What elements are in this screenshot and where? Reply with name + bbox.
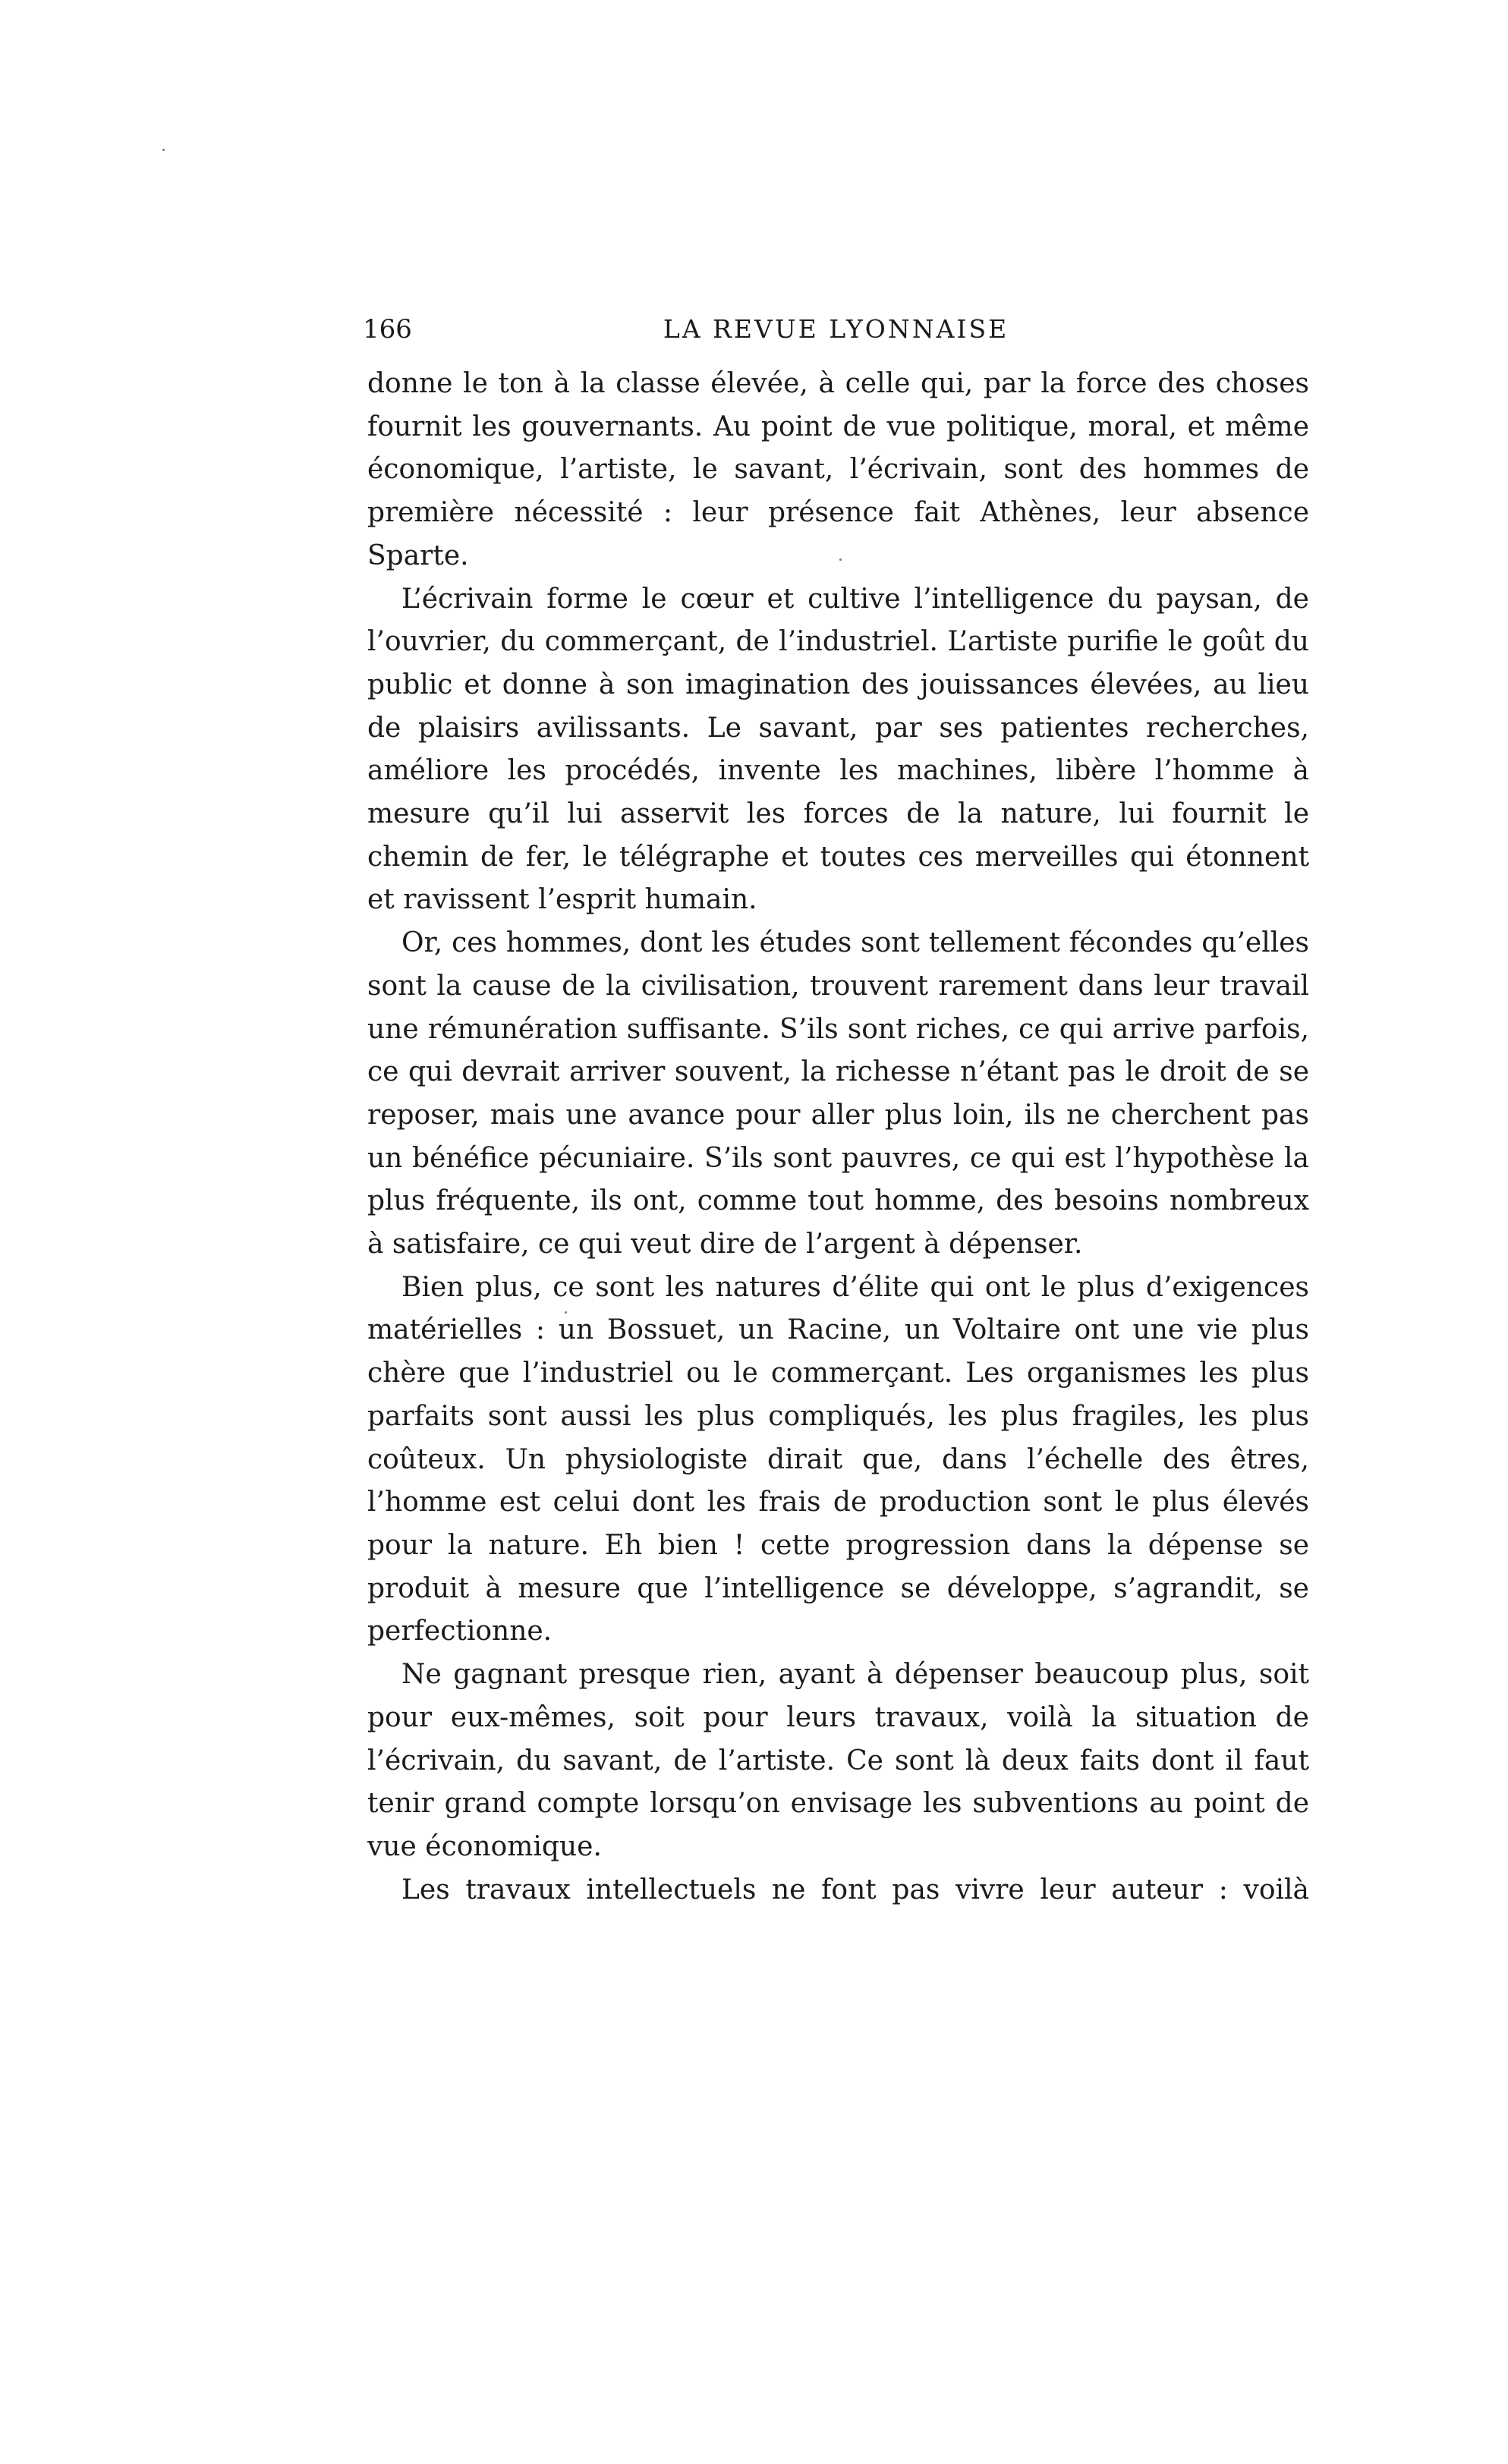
running-title: LA REVUE LYONNAISE [663,314,1009,344]
page-header [363,314,1309,352]
body-text [367,363,1309,1912]
paragraph: Or, ces hommes, dont les études sont tellement fécondes qu’elles sont la cause de la civilisation, trouvent rarement dans leur travail une rémunération suffisante. S’ils sont riches, ce qui arrive parfois, ce qui devrait arriver souvent, la richesse n’étant pas le droit de se reposer, mais une avance pour aller plus loin, ils ne cherchent pas un bénéfice pécuniaire. S’ils sont pauvres, ce qui est l’hypothèse la plus fréquente, ils ont, comme tout homme, des besoins nombreux à satisfaire, ce qui veut dire de l’argent à dépenser. [367,927,1309,1260]
paper-speck [162,149,165,151]
paragraph: L’écrivain forme le cœur et cultive l’intelligence du paysan, de l’ouvrier, du commerçant, de l’industriel. L’artiste purifie le goût du public et donne à son imagination des jouissances élevées, au lieu de plaisirs avilissants. Le savant, par ses patientes recherches, améliore les procédés, invente les machines, libère l’homme à mesure qu’il lui asservit les forces de la nature, lui fournit le chemin de fer, le télégraphe et toutes ces merveilles qui étonnent et ravissent l’esprit humain. [367,583,1309,916]
paragraph: Les travaux intellectuels ne font pas vivre leur auteur : voilà [401,1874,1309,1905]
paragraph: Bien plus, ce sont les natures d’élite qui ont le plus d’exigences matérielles : un Bossuet, un Racine, un Voltaire ont une vie plus chère que l’industriel ou le commerçant. Les organismes les plus parfaits sont aussi les plus compliqués, les plus fragiles, les plus coûteux. Un physiologiste dirait que, dans l’échelle des êtres, l’homme est celui dont les frais de production sont le plus élevés pour la nature. Eh bien ! cette progression dans la dépense se produit à mesure que l’intelligence se développe, s’agrandit, se perfectionne. [367,1271,1309,1647]
paragraph: Ne gagnant presque rien, ayant à dépenser beaucoup plus, soit pour eux-mêmes, soit pour leurs travaux, voilà la situation de l’écrivain, du savant, de l’artiste. Ce sont là deux faits dont il faut tenir grand compte lorsqu’on envisage les subventions au point de vue économique. [367,1659,1309,1862]
page-number: 166 [363,314,412,345]
paragraph: donne le ton à la classe élevée, à celle qui, par la force des choses fournit les gouvernants. Au point de vue politique, moral, et même économique, l’artiste, le savant, l’écrivain, sont des hommes de première nécessité : leur présence fait Athènes, leur absence Sparte. [367,368,1309,571]
paper-speck [565,1311,567,1314]
paper-speck [839,559,842,561]
